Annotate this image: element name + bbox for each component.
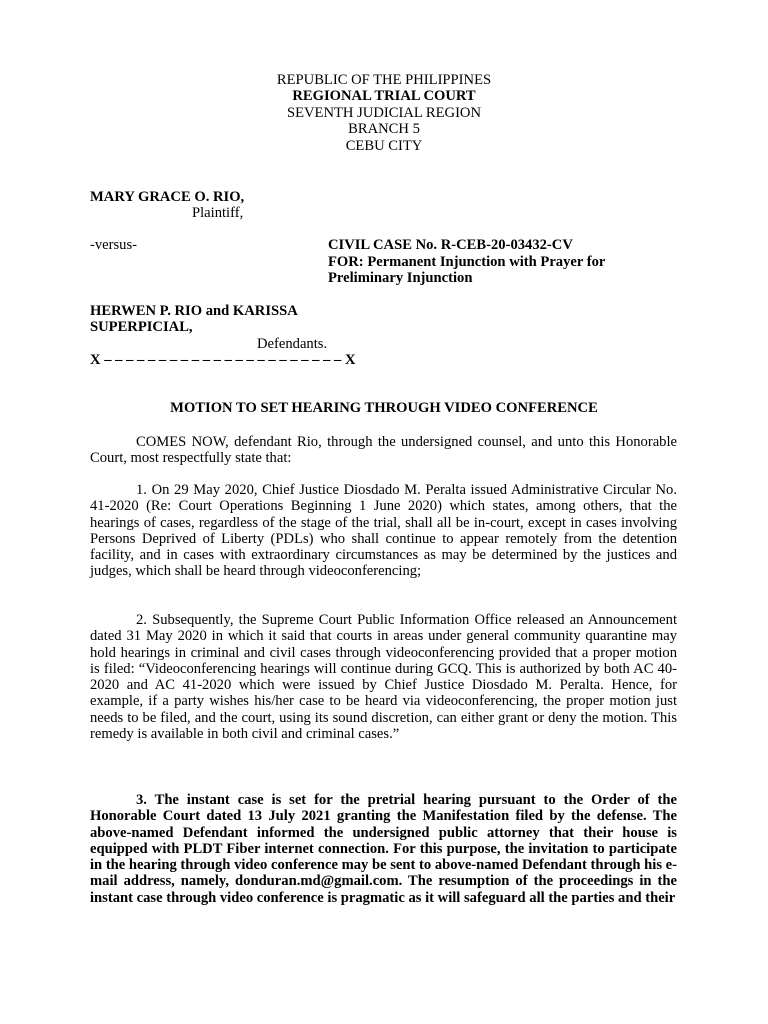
header-court: REGIONAL TRIAL COURT — [292, 88, 476, 105]
header-republic: REPUBLIC OF THE PHILIPPINES — [276, 72, 492, 88]
case-for-line2: Preliminary Injunction — [328, 270, 473, 286]
case-number: CIVIL CASE No. R-CEB-20-03432-CV — [328, 237, 573, 253]
intro-paragraph — [90, 434, 677, 467]
motion-title: MOTION TO SET HEARING THROUGH VIDEO CONFERENCE — [170, 400, 598, 416]
caption-divider: X – – – – – – – – – – – – – – – – – – – – – – X — [90, 352, 356, 368]
defendants-line1: HERWEN P. RIO and KARISSA — [90, 303, 298, 319]
paragraph-3 — [90, 792, 677, 906]
court-header — [0, 72, 768, 154]
defendants-role: Defendants. — [257, 336, 328, 352]
versus-label: -versus- — [90, 237, 138, 253]
defendants-line2: SUPERPICIAL, — [90, 319, 193, 335]
plaintiff-role: Plaintiff, — [192, 205, 244, 221]
paragraph-3-text: 3. The instant case is set for the pretrial hearing pursuant to the Order of the Honorable Court dated 13 July 2021 granting the Manifestation filed by the defense. The above-named Defendant informed the undersigned public attorney that their house is equipped with PLDT Fiber internet connection. For this purpose, the invitation to participate in the hearing through video conference may be sent to above-named Defendant through his e-mail address, namely, donduran.md@gmail.com. The resumption of the proceedings in the instant case through video conference is pragmatic as it will safeguard all the parties and their — [90, 792, 677, 906]
header-region: SEVENTH JUDICIAL REGION — [286, 104, 482, 121]
paragraph-1 — [90, 482, 677, 580]
header-city: CEBU CITY — [345, 137, 423, 154]
plaintiff-name: MARY GRACE O. RIO, — [90, 189, 245, 205]
paragraph-1-text: 1. On 29 May 2020, Chief Justice Diosdado M. Peralta issued Administrative Circular No. 41-2020 (Re: Court Operations Beginning 1 June 2020) which states, among others, that the hearings of cases, regardless of the stage of the trial, shall all be in-court, except in cases involving Persons Deprived of Liberty (PDLs) who shall continue to appear remotely from the detention facility, and in cases with extraordinary circumstances as may be determined by the justices and judges, which shall be heard through videoconferencing; — [90, 482, 677, 580]
header-branch: BRANCH 5 — [348, 121, 420, 138]
paragraph-2 — [90, 612, 677, 742]
case-for-line1: FOR: Permanent Injunction with Prayer for — [328, 254, 606, 270]
intro-text: COMES NOW, defendant Rio, through the undersigned counsel, and unto this Honorable Court, most respectfully state that: — [90, 434, 677, 467]
paragraph-2-text: 2. Subsequently, the Supreme Court Public Information Office released an Announcement dated 31 May 2020 in which it said that courts in areas under general community quarantine may hold hearings in criminal and civil cases through videoconferencing provided that a proper motion is filed: “Videoconferencing hearings will continue during GCQ. This is authorized by both AC 40-2020 and AC 41-2020 which were issued by Chief Justice Diosdado M. Peralta. Hence, for example, if a party wishes his/her case to be heard via videoconferencing, the proper motion just needs to be filed, and the court, using its sound discretion, can either grant or deny the motion. This remedy is available in both civil and criminal cases.” — [90, 612, 677, 743]
